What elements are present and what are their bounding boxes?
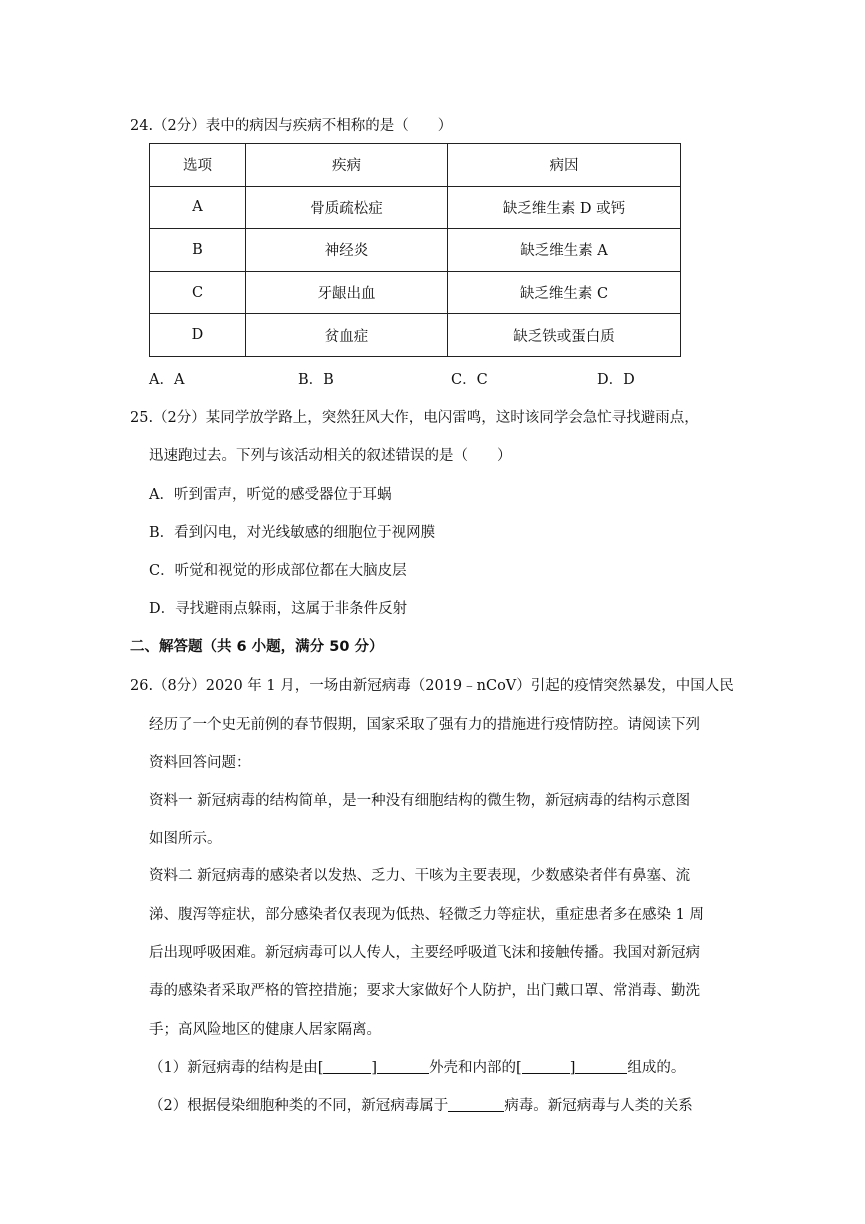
table-cell: 缺乏铁或蛋白质 <box>448 314 681 357</box>
answer-blank[interactable] <box>448 1097 504 1112</box>
q24-option-d: D．D <box>597 372 635 388</box>
question-24-stem: 24.（2分）表中的病因与疾病不相称的是（ ） <box>130 118 453 134</box>
sub1-text: 组成的。 <box>627 1060 686 1076</box>
q25-option-d: D．寻找避雨点躲雨，这属于非条件反射 <box>149 601 408 617</box>
question-26-line: 如图所示。 <box>149 831 222 847</box>
sub1-bracket: ] <box>569 1060 576 1076</box>
sub2-text: 病毒。新冠病毒与人类的关系 <box>504 1098 693 1114</box>
table-cell: 神经炎 <box>246 229 448 272</box>
sub1-text: （1）新冠病毒的结构是由[ <box>149 1060 324 1076</box>
sub1-text: 外壳和内部的[ <box>429 1060 522 1076</box>
q24-option-a: A．A <box>149 372 185 388</box>
question-26-line: 26.（8分）2020 年 1 月，一场由新冠病毒（2019﹣nCoV）引起的疫情突然暴发，中国人民 <box>130 678 734 694</box>
q24-option-c: C．C <box>451 372 488 388</box>
q25-option-b: B．看到闪电，对光线敏感的细胞位于视网膜 <box>149 525 436 541</box>
table-cell: 缺乏维生素 C <box>448 271 681 314</box>
q24-option-b: B．B <box>298 372 334 388</box>
question-26-line: 毒的感染者采取严格的管控措施；要求大家做好个人防护，出门戴口罩、常消毒、勤洗 <box>149 983 700 999</box>
table-cell: 缺乏维生素 A <box>448 229 681 272</box>
table-row <box>150 271 681 314</box>
question-24-table <box>149 143 681 357</box>
question-25-stem-line1: 25.（2分）某同学放学路上，突然狂风大作，电闪雷鸣，这时该同学会急忙寻找避雨点， <box>130 410 699 426</box>
question-26-sub1 <box>149 1056 685 1077</box>
answer-blank[interactable] <box>323 1059 371 1074</box>
table-cell: C <box>150 271 246 314</box>
sub1-bracket: ] <box>371 1060 378 1076</box>
table-cell: 贫血症 <box>246 314 448 357</box>
section-heading: 二、解答题（共 6 小题，满分 50 分） <box>130 639 384 655</box>
q25-option-c: C．听觉和视觉的形成部位都在大脑皮层 <box>149 563 407 579</box>
table-row <box>150 186 681 229</box>
table-cell: A <box>150 186 246 229</box>
question-26-line: 经历了一个史无前例的春节假期，国家采取了强有力的措施进行疫情防控。请阅读下列 <box>149 717 700 733</box>
question-26-line: 资料二 新冠病毒的感染者以发热、乏力、干咳为主要表现，少数感染者伴有鼻塞、流 <box>149 868 691 884</box>
question-26-sub2 <box>149 1094 693 1115</box>
sub2-text: （2）根据侵染细胞种类的不同，新冠病毒属于 <box>149 1098 449 1114</box>
table-row <box>150 229 681 272</box>
table-header-cell: 选项 <box>150 144 246 187</box>
question-25-stem-line2: 迅速跑过去。下列与该活动相关的叙述错误的是（ ） <box>149 448 512 464</box>
answer-blank[interactable] <box>575 1059 627 1074</box>
table-header-cell: 疾病 <box>246 144 448 187</box>
table-cell: 骨质疏松症 <box>246 186 448 229</box>
question-26-line: 涕、腹泻等症状，部分感染者仅表现为低热、轻微乏力等症状，重症患者多在感染 1 周 <box>149 907 704 923</box>
table-cell: 牙龈出血 <box>246 271 448 314</box>
q25-option-a: A．听到雷声，听觉的感受器位于耳蜗 <box>149 487 392 503</box>
answer-blank[interactable] <box>377 1059 429 1074</box>
table-header-row <box>150 144 681 187</box>
table-cell: 缺乏维生素 D 或钙 <box>448 186 681 229</box>
question-26-line: 资料回答问题： <box>149 755 251 771</box>
table-cell: B <box>150 229 246 272</box>
question-26-line: 手；高风险地区的健康人居家隔离。 <box>149 1022 381 1038</box>
question-26-line: 资料一 新冠病毒的结构简单，是一种没有细胞结构的微生物，新冠病毒的结构示意图 <box>149 793 691 809</box>
table-header-cell: 病因 <box>448 144 681 187</box>
question-26-line: 后出现呼吸困难。新冠病毒可以人传人，主要经呼吸道飞沫和接触传播。我国对新冠病 <box>149 945 700 961</box>
table-row <box>150 314 681 357</box>
answer-blank[interactable] <box>522 1059 570 1074</box>
table-cell: D <box>150 314 246 357</box>
